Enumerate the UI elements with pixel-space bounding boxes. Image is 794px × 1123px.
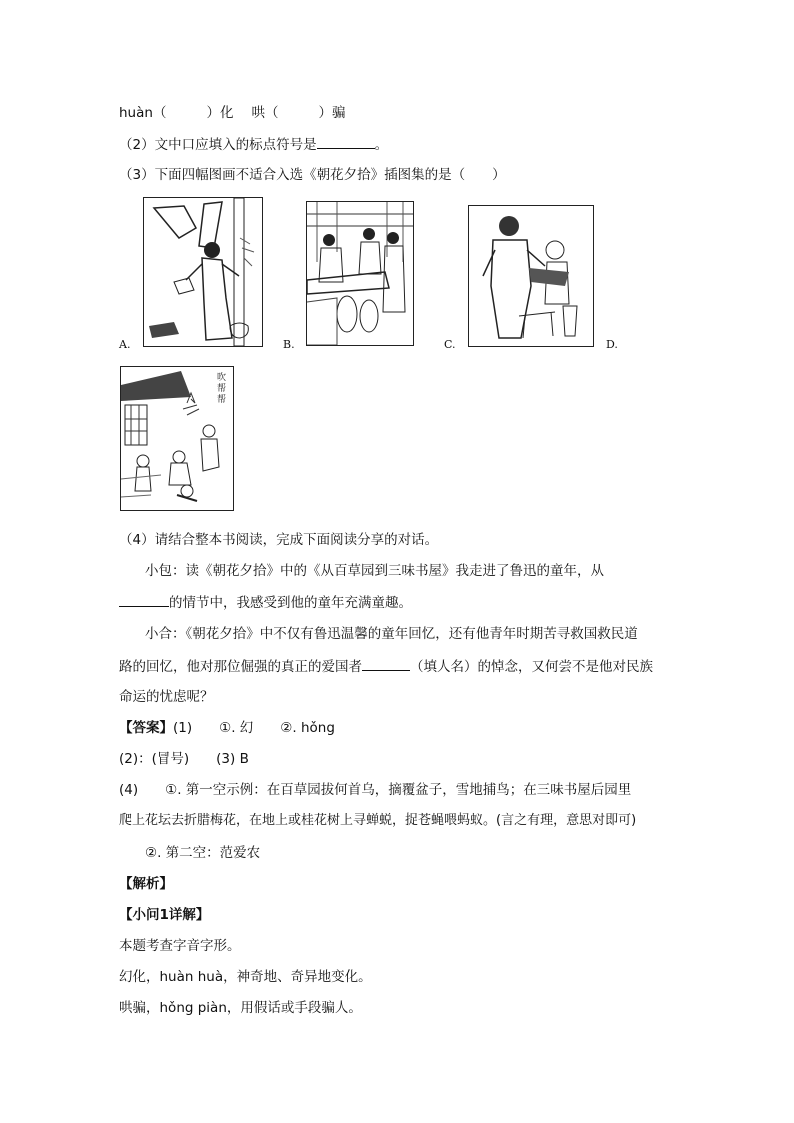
- q2-prefix: （2）文中口应填入的标点符号是: [119, 137, 317, 153]
- picture-b: [306, 201, 414, 346]
- answer-label: 【答案】: [119, 720, 173, 736]
- answer-a4-line2: 爬上花坛去折腊梅花，在地上或桂花树上寻蝉蜕，捉苍蝇喂蚂蚁。(言之有理，意思对即可): [119, 813, 637, 828]
- analysis-line1: 本题考查字音字形。: [119, 938, 241, 954]
- q4-xiaobao-line2: [119, 592, 412, 613]
- picture-c-drawing: [469, 206, 593, 346]
- q4-xiaohe-text2a: 路的回忆，他对那位倔强的真正的爱国者: [119, 659, 362, 675]
- picture-b-drawing: [307, 202, 413, 345]
- option-d-label: D.: [606, 338, 618, 351]
- picture-a: [143, 197, 263, 347]
- q3-text: （3）下面四幅图画不适合入选《朝花夕拾》插图集的是（ ）: [119, 167, 506, 183]
- answer-a2: (2)：(冒号) (3) B: [119, 751, 249, 767]
- option-c-label: C.: [444, 338, 456, 351]
- q2-blank: [317, 134, 375, 149]
- q4-xiaohe-line3: 命运的忧虑呢？: [119, 689, 214, 705]
- option-a-label: A.: [119, 338, 131, 351]
- analysis-sub-label: 【小问1详解】: [119, 907, 210, 923]
- answer-a1: (1) ①. 幻 ②. hǒng: [173, 720, 335, 736]
- q1-part3: 哄（: [251, 105, 279, 121]
- answer-a4-line1: (4) ①. 第一空示例：在百草园拔何首乌，摘覆盆子，雪地捕鸟；在三味书屋后园里: [119, 782, 632, 798]
- q1-part4: ）骗: [318, 105, 346, 121]
- picture-d-caption: 吹帮帮: [217, 373, 227, 405]
- q1-line: [119, 103, 345, 123]
- q2-line: [119, 134, 388, 155]
- q4-xiaohe-line2: [119, 656, 653, 677]
- q2-suffix: 。: [374, 137, 389, 153]
- q1-part1: huàn（: [119, 105, 167, 121]
- picture-a-drawing: [144, 198, 262, 346]
- analysis-label: 【解析】: [119, 876, 173, 892]
- q4-xiaohe-text2b: （填人名）的悼念，又何尝不是他对民族: [410, 659, 653, 675]
- q4-blank-2: [362, 656, 410, 671]
- q4-intro: （4）请结合整本书阅读，完成下面阅读分享的对话。: [119, 532, 439, 548]
- picture-c: [468, 205, 594, 347]
- answer-line1: [119, 718, 335, 738]
- q1-part2: ）化: [206, 105, 234, 121]
- q4-xiaobao-text2: 的情节中，我感受到他的童年充满童趣。: [169, 595, 412, 611]
- analysis-line3: 哄骗，hǒng piàn，用假话或手段骗人。: [119, 1000, 362, 1016]
- q4-blank-1: [119, 592, 169, 607]
- analysis-line2: 幻化，huàn huà，神奇地、奇异地变化。: [119, 969, 372, 985]
- picture-d: [120, 366, 234, 511]
- option-b-label: B.: [283, 338, 295, 351]
- q4-xiaohe-line1: 小合：《朝花夕拾》中不仅有鲁迅温馨的童年回忆，还有他青年时期苦寻救国救民道: [145, 626, 638, 642]
- q4-xiaobao-line1: 小包：读《朝花夕拾》中的《从百草园到三味书屋》我走进了鲁迅的童年，从: [145, 563, 604, 579]
- answer-a4-line3: ②. 第二空：范爱农: [145, 845, 261, 861]
